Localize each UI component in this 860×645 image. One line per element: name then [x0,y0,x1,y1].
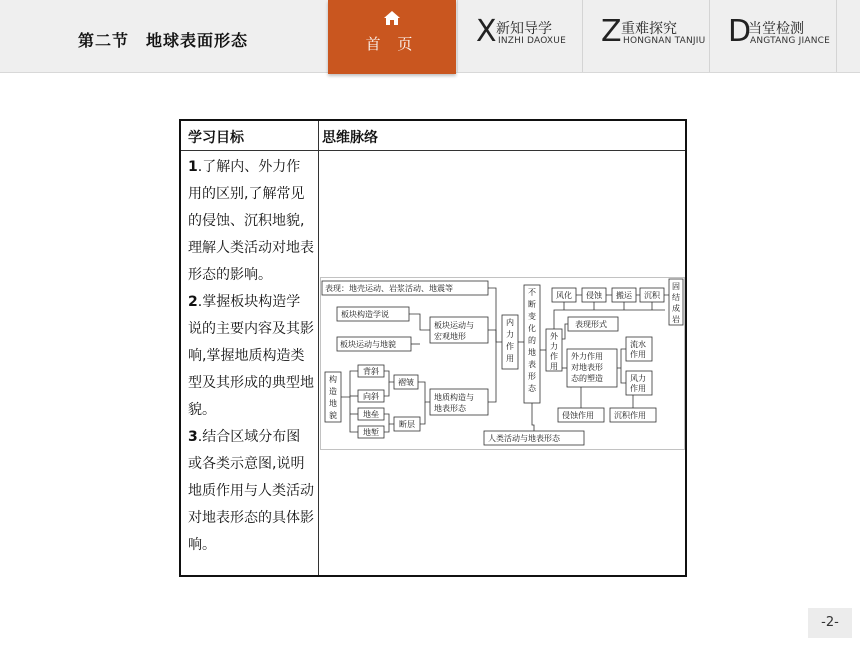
label-zhezhou: 褶皱 [398,378,414,387]
label-neili: 作 [506,342,514,351]
label-gujie: 成 [672,304,680,313]
label-dizhi-1: 地质构造与 [434,393,474,402]
tab-letter: D [728,14,752,49]
label-dizhi-2: 地表形态 [434,404,466,413]
tab-sublabel: INZHI DAOXUE [498,36,566,46]
mind-map-diagram [320,277,685,450]
label-biaoxian: 表现：地壳运动、岩浆活动、地震等 [325,284,453,293]
tab-sublabel: ANGTANG JIANCE [750,36,831,46]
label-biaoxian-xingshi: 表现形式 [575,320,607,329]
label-renlei: 人类活动与地表形态 [488,434,560,443]
label-waili-suzao: 外力作用 [571,352,603,361]
label-fenghua: 风化 [556,291,572,300]
goal-item: 1.了解内、外力作用的区别,了解常见的侵蚀、沉积地貌,理解人类活动对地表形态的影响。 [188,159,314,283]
goal-item: 3.结合区域分布图或各类示意图,说明地质作用与人类活动对地表形态的具体影响。 [188,429,314,553]
label-gujie: 岩 [672,315,680,324]
label-bankuai-hongguan-1: 板块运动与 [434,321,474,330]
label-liushui: 流水 [630,340,646,349]
label-gujie: 结 [672,293,680,302]
page-title: 第二节 地球表面形态 [78,31,249,50]
label-xiangxie: 向斜 [363,392,379,401]
tab-xinzhi-daoxue[interactable] [457,0,583,72]
page-number: -2- [808,608,852,638]
label-dilei: 地垒 [363,410,379,419]
label-buduan: 态 [528,384,536,393]
label-waili: 力 [550,342,558,351]
label-gouzao: 构 [329,375,337,384]
label-bankuai-hongguan-2: 宏观地形 [434,332,466,341]
label-neili: 用 [506,354,514,363]
tab-zhongnan-tanjiu[interactable] [582,0,710,72]
label-buduan: 不 [528,288,536,297]
label-buduan: 变 [528,312,536,321]
label-chenji-zuoyong: 沉积作用 [614,411,646,420]
tab-label: 新知导学 [496,21,552,37]
label-buduan: 形 [528,372,536,381]
label-bankuai-xueshuo: 板块构造学说 [341,310,389,319]
label-buduan: 的 [528,336,536,345]
label-buduan: 表 [528,360,536,369]
label-bankuai-dimao: 板块运动与地貌 [340,340,396,349]
label-liushui: 作用 [630,350,646,359]
tab-label: 重难探究 [621,21,677,37]
diagram-connectors [321,278,685,450]
label-buduan: 地 [528,348,536,357]
tab-letter: X [476,14,497,49]
label-fengli: 风力 [630,374,646,383]
label-gouzao: 造 [329,387,337,396]
col-header-mindmap: 思维脉络 [322,130,378,146]
label-buduan: 断 [528,300,536,309]
label-waili: 用 [550,362,558,371]
tab-sublabel: HONGNAN TANJIU [623,36,706,46]
column-divider [318,121,319,575]
label-waili-suzao: 对地表形 [571,363,603,372]
label-qinshi: 侵蚀 [586,291,602,300]
label-fengli: 作用 [630,384,646,393]
label-chenji: 沉积 [644,291,660,300]
label-gujie: 固 [672,282,680,291]
label-neili: 内 [506,318,514,327]
label-gouzao: 貌 [329,411,337,420]
home-label: 首 页 [365,35,419,53]
home-icon [383,10,401,26]
label-waili: 作 [550,352,558,361]
tab-label: 当堂检测 [748,21,804,37]
label-qinshi-zuoyong: 侵蚀作用 [562,411,594,420]
col-header-goals: 学习目标 [188,130,244,146]
home-tab[interactable] [328,0,456,74]
tab-letter: Z [601,14,622,49]
tab-dangtang-jiance[interactable] [709,0,837,72]
header-divider [181,150,685,151]
label-gouzao: 地 [329,399,337,408]
label-buduan: 化 [528,324,536,333]
label-neili: 力 [506,330,514,339]
goal-item: 2.掌握板块构造学说的主要内容及其影响,掌握地质构造类型及其形成的典型地貌。 [188,294,314,418]
label-duanceng: 断层 [399,420,415,429]
label-dijian: 地堑 [363,428,379,437]
label-banyun: 搬运 [616,291,632,300]
label-waili-suzao: 态的塑造 [571,374,603,383]
label-waili: 外 [550,332,558,341]
header-bar [0,0,860,73]
goals-list [188,154,314,559]
label-beixie: 背斜 [363,367,379,376]
